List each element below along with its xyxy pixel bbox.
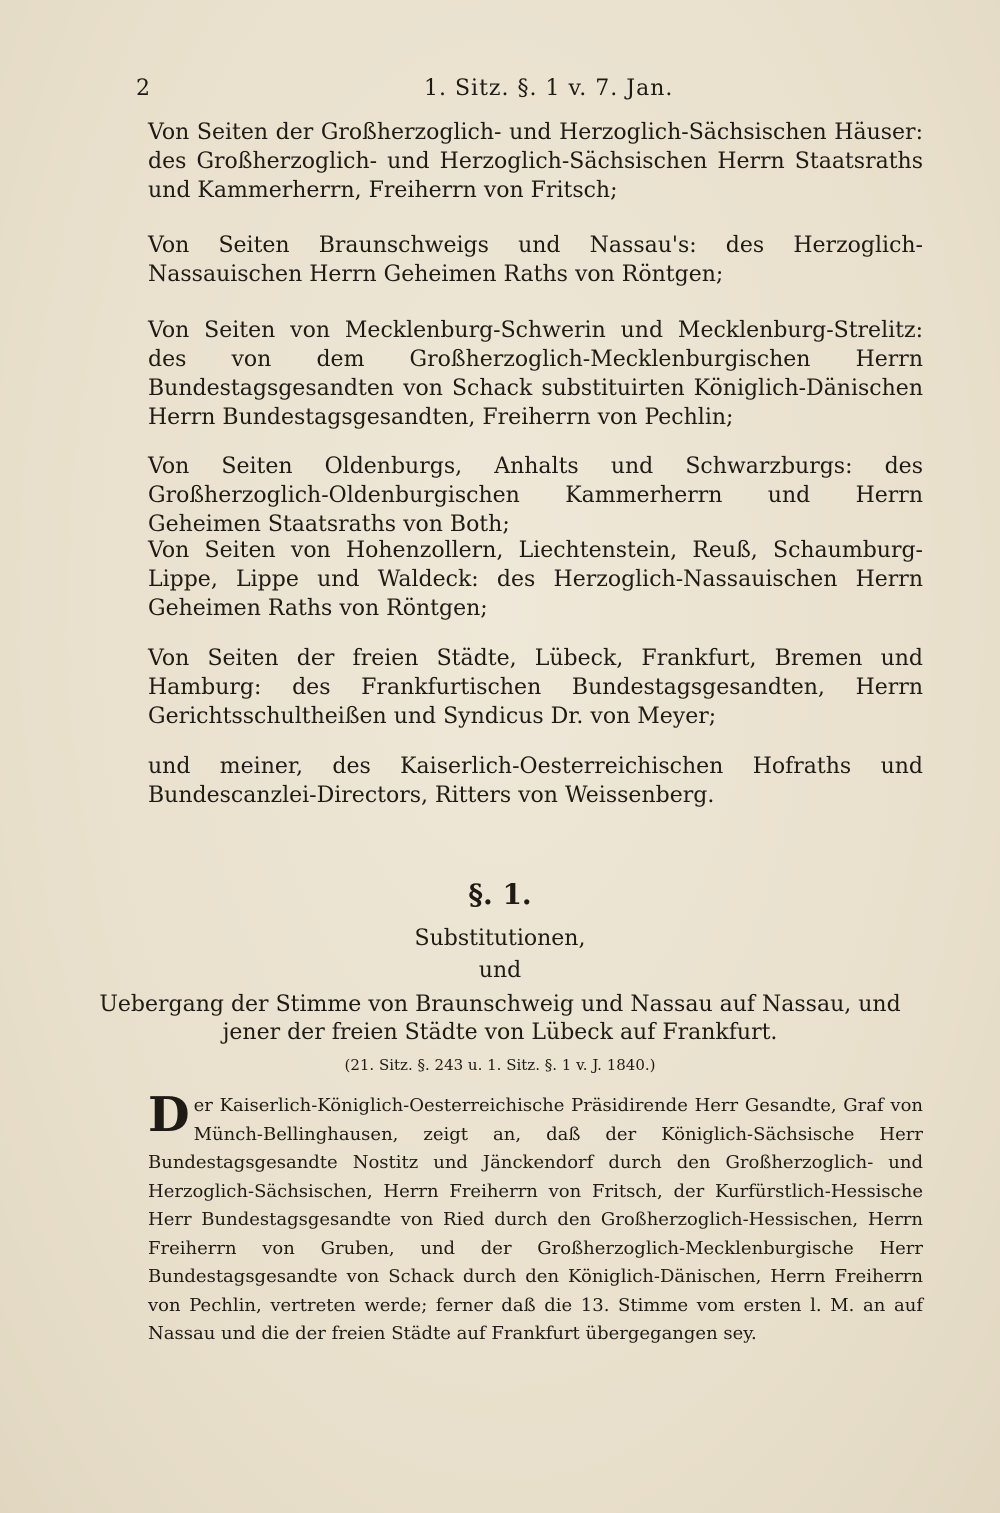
delegation-paragraph: Von Seiten von Hohenzollern, Liechtenstein, Reuß, Schaumburg-Lippe, Lippe und Waldeck: des Herzoglich-Nassauischen Herrn Geheimen Raths von Röntgen; xyxy=(148,538,923,621)
body-text: er Kaiserlich-Königlich-Oesterreichische Präsidirende Herr Gesandte, Graf von Münch-Bellinghausen, zeigt an, daß der Königlich-Sächsische Herr Bundestagsgesandte Nostitz und Jänckendorf durch den Großherzoglich- und Herzoglich-Sächsischen, Herrn Freiherrn von Fritsch, der Kurfürstlich-Hessische Herr Bundestagsgesandte von Ried durch den Großherzoglich-Hessischen, Herrn Freiherrn von Gruben, und der Großherzoglich-Mecklenburgische Herr Bundestagsgesandte von Schack durch den Königlich-Dänischen, Herrn Freiherrn von Pechlin, vertreten werde; ferner daß die 13. Stimme vom ersten l. M. an auf Nassau und die der freien Städte auf Frankfurt übergegangen sey. xyxy=(148,1095,923,1344)
delegation-paragraph: Von Seiten der freien Städte, Lübeck, Frankfurt, Bremen und Hamburg: des Frankfurtischen Bundestagsgesandten, Herrn Gerichtsschultheißen und Syndicus Dr. von Meyer; xyxy=(148,646,923,729)
running-head: 1. Sitz. §. 1 v. 7. Jan. xyxy=(424,76,674,101)
section-title: Substitutionen, xyxy=(414,926,586,951)
drop-cap: D xyxy=(148,1087,190,1143)
delegation-paragraph: Von Seiten von Mecklenburg-Schwerin und Mecklenburg-Strelitz: des von dem Großherzoglich-Mecklenburgischen Herrn Bundestagsgesandten von Schack substituirten Königlich-Dänischen Herrn Bundestagsgesandten, Freiherrn von Pechlin; xyxy=(148,318,923,430)
body-paragraph xyxy=(148,1087,923,1349)
page-header xyxy=(0,76,1000,106)
section-title-connector: und xyxy=(478,958,522,983)
section-subtitle-line: Uebergang der Stimme von Braunschweig und Nassau auf Nassau, und xyxy=(99,992,901,1017)
section-number: §. 1. xyxy=(468,878,532,911)
delegation-paragraph: Von Seiten Oldenburgs, Anhalts und Schwarzburgs: des Großherzoglich-Oldenburgischen Kammerherrn und Herrn Geheimen Staatsraths von Both; xyxy=(148,454,923,537)
page-number: 2 xyxy=(136,76,150,101)
section-reference: (21. Sitz. §. 243 u. 1. Sitz. §. 1 v. J. 1840.) xyxy=(344,1056,656,1074)
section-subtitle-line: jener der freien Städte von Lübeck auf Frankfurt. xyxy=(222,1020,778,1045)
delegation-paragraph: Von Seiten der Großherzoglich- und Herzoglich-Sächsischen Häuser: des Großherzoglich- und Herzoglich-Sächsischen Herrn Staatsraths und Kammerherrn, Freiherrn von Fritsch; xyxy=(148,120,923,203)
delegation-paragraph: Von Seiten Braunschweigs und Nassau's: des Herzoglich-Nassauischen Herrn Geheimen Raths von Röntgen; xyxy=(148,233,923,287)
delegation-paragraph: und meiner, des Kaiserlich-Oesterreichischen Hofraths und Bundescanzlei-Directors, Ritters von Weissenberg. xyxy=(148,754,923,808)
